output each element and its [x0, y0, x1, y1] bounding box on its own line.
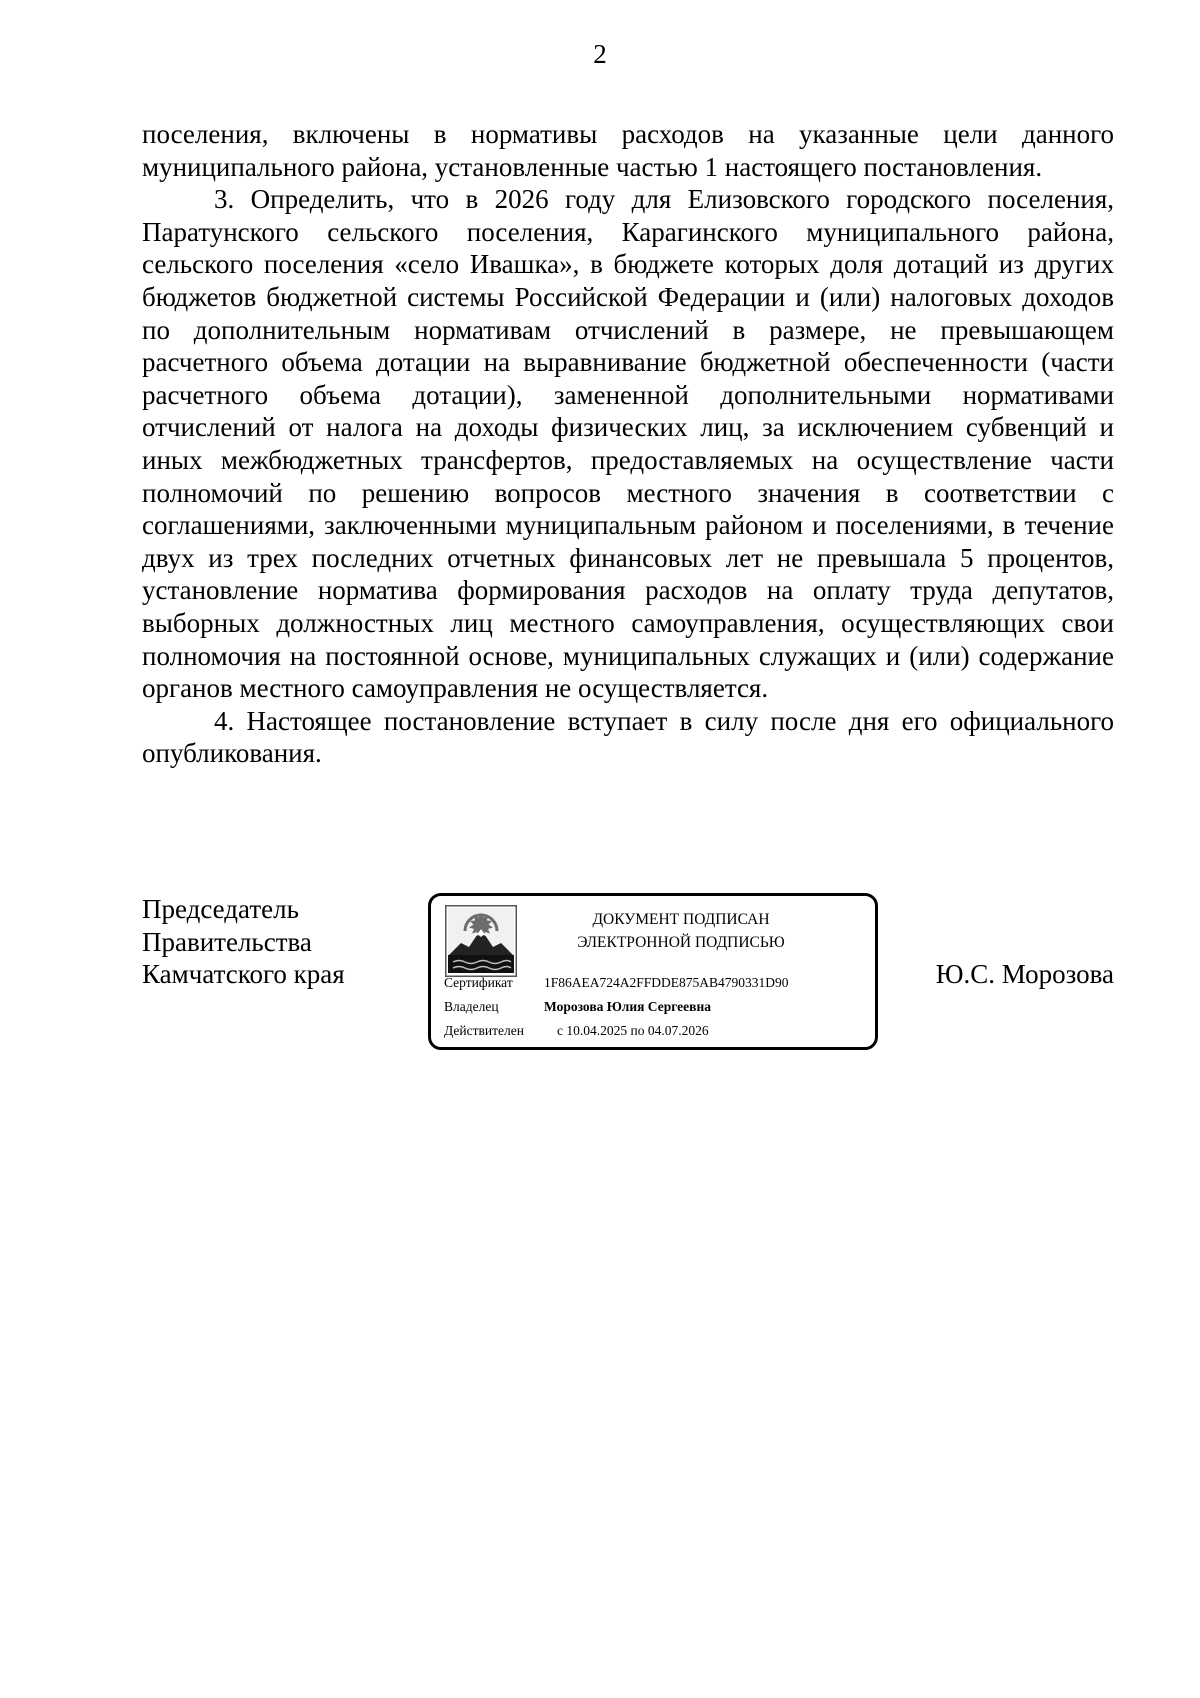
owner-value: Морозова Юлия Сергеевна [544, 999, 711, 1014]
validity-label: Действителен [444, 1023, 524, 1038]
signer-title-line: Председатель [142, 894, 299, 924]
stamp-validity-row [444, 1022, 709, 1040]
validity-value: с 10.04.2025 по 04.07.2026 [557, 1023, 709, 1038]
certificate-value: 1F86AEA724A2FFDDE875AB4790331D90 [544, 975, 789, 990]
owner-label: Владелец [444, 999, 499, 1014]
document-body [142, 118, 1114, 770]
certificate-label: Сертификат [444, 975, 513, 990]
kamchatka-coat-of-arms-icon [445, 905, 517, 977]
stamp-heading [531, 908, 831, 954]
page-number: 2 [593, 39, 607, 69]
paragraph-item-3: 3. Определить, что в 2026 году для Елизовского городского поселения, Паратунского сельского поселения, Карагинского муниципального района, сельского поселения «село Ивашка», в бюджете которых доля дотаций из других бюджетов бюджетной системы Российской Федерации и (или) налоговых доходов по дополнительным нормативам отчислений в размере, не превышающем расчетного объема дотации на выравнивание бюджетной обеспеченности (части расчетного объема дотации), замененной дополнительными нормативами отчислений от налога на доходы физических лиц, за исключением субвенций и иных межбюджетных трансфертов, предоставляемых на осуществление части полномочий по решению вопросов местного значения в соответствии с соглашениями, заключенными муниципальным районом и поселениями, в течение двух из трех последних отчетных финансовых лет не превышала 5 процентов, установление норматива формирования расходов на оплату труда депутатов, выборных должностных лиц местного самоуправления, осуществляющих свои полномочия на постоянной основе, муниципальных служащих и (или) содержание органов местного самоуправления не осуществляется. [142, 184, 1114, 704]
stamp-heading-line1: ДОКУМЕНТ ПОДПИСАН [592, 911, 770, 928]
signer-title-line: Правительства [142, 926, 312, 957]
paragraph-item-4: 4. Настоящее постановление вступает в силу после дня его официального опубликования. [142, 705, 1114, 769]
stamp-heading-line2: ЭЛЕКТРОННОЙ ПОДПИСЬЮ [577, 934, 785, 951]
signer-title-line: Камчатского края [142, 959, 345, 990]
signer-title [142, 893, 345, 991]
paragraph-continuation: поселения, включены в нормативы расходов на указанные цели данного муниципального района, установленные частью 1 настоящего постановления. [142, 119, 1114, 182]
signer-name: Ю.С. Морозова [935, 959, 1114, 989]
stamp-owner-row [444, 998, 711, 1016]
stamp-certificate-row [444, 974, 789, 992]
electronic-signature-stamp [428, 893, 878, 1050]
